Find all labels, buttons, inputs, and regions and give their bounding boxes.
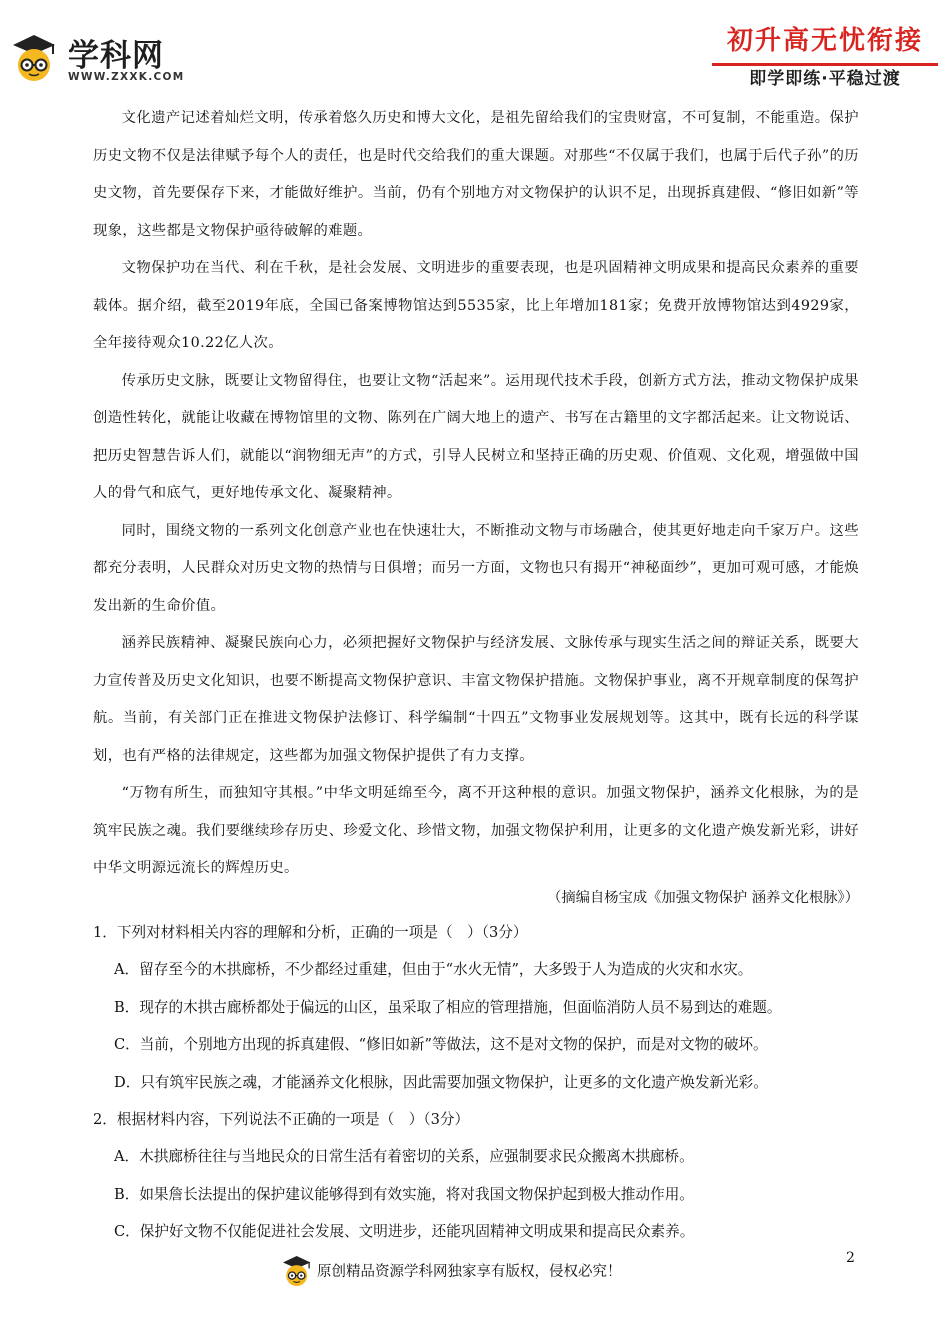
logo-url: WWW.ZXXK.COM [68, 71, 185, 83]
reading-passage [93, 100, 859, 888]
question-option: C．保护好文物不仅能促进社会发展、文明进步，还能巩固精神文明成果和提高民众素养。 [114, 1223, 695, 1241]
question-option: C．当前，个别地方出现的拆真建假、“修旧如新”等做法，这不是对文物的保护，而是对文物的破坏。 [114, 1036, 768, 1054]
scholar-face-icon [281, 1254, 315, 1288]
question-option: B．如果詹长法提出的保护建议能够得到有效实施，将对我国文物保护起到极大推动作用。 [114, 1185, 694, 1203]
passage-paragraph: 同时，围绕文物的一系列文化创意产业也在快速壮大，不断推动文物与市场融合，使其更好地走向千家万户。这些都充分表明，人民群众对历史文物的热情与日俱增；而另一方面，文物也只有揭开“神秘面纱”，更加可观可感，才能焕发出新的生命价值。 [93, 522, 859, 614]
passage-paragraph: 传承历史文脉，既要让文物留得住，也要让文物“活起来”。运用现代技术手段，创新方式方法，推动文物保护成果创造性转化，就能让收藏在博物馆里的文物、陈列在广阔大地上的遗产、书写在古籍里的文字都活起来。让文物说话、把历史智慧告诉人们，就能以“润物细无声”的方式，引导人民树立和坚持正确的历史观、价值观、文化观，增强做中国人的骨气和底气，更好地传承文化、凝聚精神。 [93, 372, 859, 501]
question-option: A．木拱廊桥往往与当地民众的日常生活有着密切的关系，应强制要求民众搬离木拱廊桥。 [114, 1148, 694, 1166]
question-stem: 2．根据材料内容，下列说法不正确的一项是（ ）（3分） [93, 1111, 470, 1129]
passage-paragraph: “万物有所生，而独知守其根。”中华文明延绵至今，离不开这种根的意识。加强文物保护，涵养文化根脉，为的是筑牢民族之魂。我们要继续珍存历史、珍爱文化、珍惜文物，加强文物保护利用，让更多的文化遗产焕发新光彩，讲好中华文明源远流长的辉煌历史。 [93, 785, 859, 876]
passage-source: （摘编自杨宝成《加强文物保护 涵养文化根脉》） [547, 890, 859, 906]
question-option: D．只有筑牢民族之魂，才能涵养文化根脉，因此需要加强文物保护，让更多的文化遗产焕发新光彩。 [114, 1073, 768, 1091]
slogan-title: 初升高无忧衔接 [726, 26, 923, 56]
page-header [0, 0, 950, 96]
question-option: A．留存至今的木拱廊桥，不少都经过重建，但由于“水火无情”，大多毁于人为造成的火灾和水灾。 [114, 961, 753, 979]
passage-paragraph: 文物保护功在当代、利在千秋，是社会发展、文明进步的重要表现，也是巩固精神文明成果和提高民众素养的重要载体。据介绍，截至2019年底，全国已备案博物馆达到5535家，比上年增加181家；免费开放博物馆达到4929家，全年接待观众10.22亿人次。 [93, 260, 859, 351]
slogan-banner [712, 20, 938, 92]
passage-paragraph: 文化遗产记述着灿烂文明，传承着悠久历史和博大文化，是祖先留给我们的宝贵财富，不可复制，不能重造。保护历史文物不仅是法律赋予每个人的责任，也是时代交给我们的重大课题。对那些“不仅属于我们，也属于后代子孙”的历史文物，首先要保存下来，才能做好维护。当前，仍有个别地方对文物保护的认识不足，出现拆真建假、“修旧如新”等现象，这些都是文物保护亟待破解的难题。 [93, 110, 859, 239]
question-stem: 1．下列对材料相关内容的理解和分析，正确的一项是（ ）（3分） [93, 924, 528, 941]
copyright-notice: 原创精品资源学科网独家享有版权，侵权必究！ [317, 1264, 622, 1280]
question-option: B．现存的木拱古廊桥都处于偏远的山区，虽采取了相应的管理措施，但面临消防人员不易到达的难题。 [114, 998, 782, 1016]
passage-paragraph: 涵养民族精神、凝聚民族向心力，必须把握好文物保护与经济发展、文脉传承与现实生活之间的辩证关系，既要大力宣传普及历史文化知识，也要不断提高文物保护意识、丰富文物保护措施。文物保护事业，离不开规章制度的保驾护航。当前，有关部门正在推进文物保护法修订、科学编制“十四五”文物事业发展规划等。这其中，既有长远的科学谋划，也有严格的法律规定，这些都为加强文物保护提供了有力支撑。 [93, 635, 859, 764]
logo-wordmark: 学科网 [68, 38, 164, 74]
zxxk-logo[interactable] [10, 32, 210, 92]
scholar-face-icon [10, 32, 62, 84]
slogan-subtitle: 即学即练·平稳过渡 [749, 69, 901, 89]
page-number: 2 [846, 1250, 855, 1266]
question-list [93, 914, 873, 1251]
page-footer [281, 1250, 681, 1290]
